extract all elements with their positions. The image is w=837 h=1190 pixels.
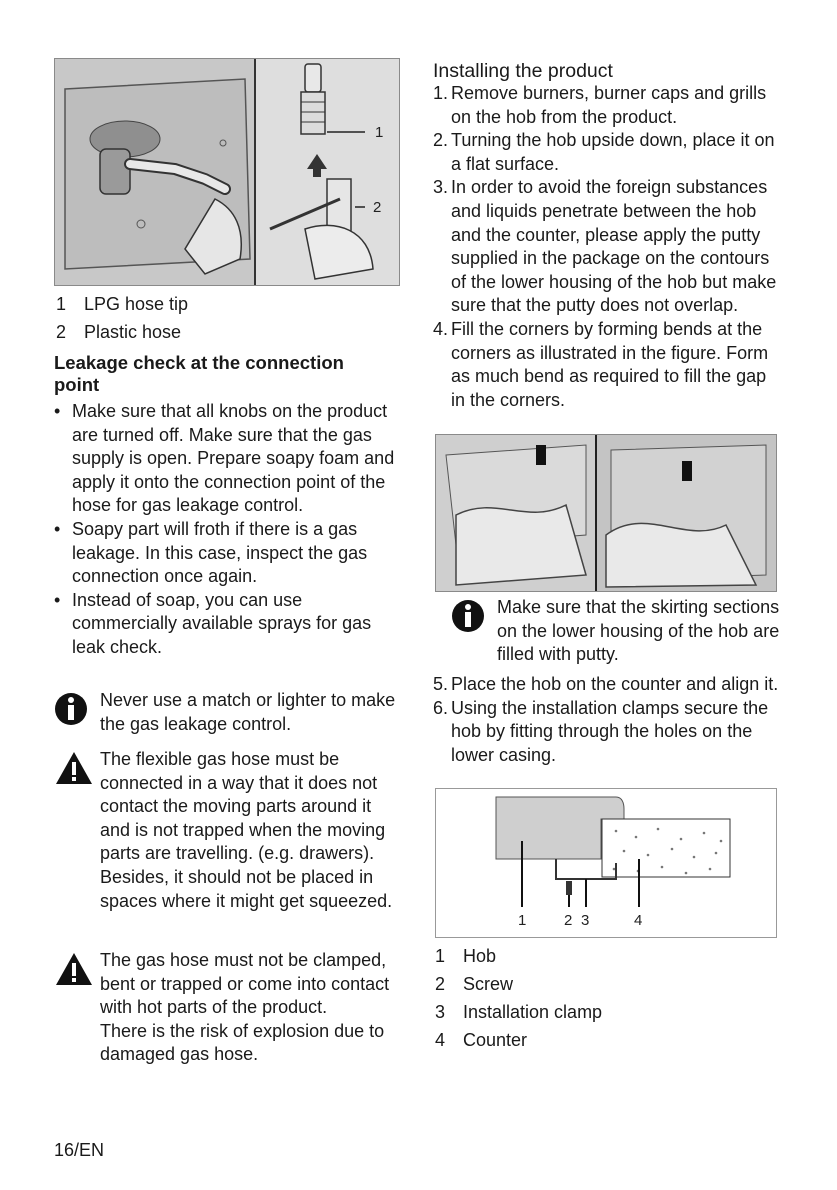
warning-icon <box>54 951 94 994</box>
install-steps-b <box>433 673 783 767</box>
info-icon <box>54 691 88 734</box>
legend-item: 2 Screw <box>435 974 514 994</box>
step-item: 2. Turning the hob upside down, place it on a flat surface. <box>433 130 775 174</box>
leak-check-heading: Leakage check at the connection point <box>54 352 344 395</box>
step-item: 1. Remove burners, burner caps and grills on the hob from the product. <box>433 83 767 127</box>
warning-note-hose-placement: The flexible gas hose must be connected in a way that it does not contact the moving parts around it and is not trapped when the moving parts are travelling. (e.g. drawers). Besides, it should not be placed in spaces where it might get squeezed. <box>54 748 400 913</box>
figure3-label-3: 3 <box>581 912 590 929</box>
info-icon <box>451 598 485 641</box>
clamp-figure <box>435 788 777 938</box>
bullet-item: • Instead of soap, you can use commercially available sprays for gas leak check. <box>54 589 404 660</box>
hose-connection-illustration <box>55 59 399 285</box>
installing-heading: Installing the product <box>433 60 613 82</box>
step-item: 4. Fill the corners by forming bends at the corners as illustrated in the figure. Form as much bend as required to fill the gap in the corners. <box>433 318 769 410</box>
figure3-legend <box>435 942 602 1054</box>
warning-icon <box>54 750 94 793</box>
figure1-label-1: 1 <box>375 124 384 141</box>
figure3-label-2: 2 <box>564 912 573 929</box>
figure1-label-2: 2 <box>373 199 382 216</box>
putty-corners-figure <box>435 434 777 592</box>
step-item: 5. Place the hob on the counter and align it. <box>433 674 779 694</box>
legend-item: 4 Counter <box>435 1030 528 1050</box>
legend-item: 2 Plastic hose <box>56 322 182 342</box>
legend-item: 1 Hob <box>435 946 497 966</box>
putty-corners-illustration <box>436 435 776 591</box>
bullet-item: • Soapy part will froth if there is a gas leakage. In this case, inspect the gas connection once again. <box>54 518 404 589</box>
figure1-legend <box>56 290 188 346</box>
clamp-illustration <box>436 789 776 937</box>
warning-note-hose-damage: The gas hose must not be clamped, bent or trapped or come into contact with hot parts of the product. There is the risk of explosion due to damaged gas hose. <box>54 949 400 1067</box>
page-number: 16/EN <box>54 1140 105 1160</box>
step-item: 3. In order to avoid the foreign substances and liquids penetrate between the hob and the counter, please apply the putty supplied in the package on the contours of the lower housing of the hob but make sure that the putty does not overlap. <box>433 177 777 316</box>
info-note-putty: Make sure that the skirting sections on the lower housing of the hob are filled with putty. <box>451 596 797 667</box>
figure3-label-4: 4 <box>634 912 643 929</box>
hose-connection-figure <box>54 58 400 286</box>
figure3-label-1: 1 <box>518 912 527 929</box>
legend-item: 3 Installation clamp <box>435 1002 603 1022</box>
bullet-item: • Make sure that all knobs on the product are turned off. Make sure that the gas supply is open. Prepare soapy foam and apply it onto the connection point of the hose for gas leakage control. <box>54 400 404 518</box>
install-steps-a <box>433 82 783 412</box>
legend-item: 1 LPG hose tip <box>56 294 189 314</box>
leak-check-bullets <box>54 400 404 660</box>
step-item: 6. Using the installation clamps secure the hob by fitting through the holes on the lower casing. <box>433 697 769 765</box>
info-note-match: Never use a match or lighter to make the gas leakage control. <box>54 689 416 736</box>
